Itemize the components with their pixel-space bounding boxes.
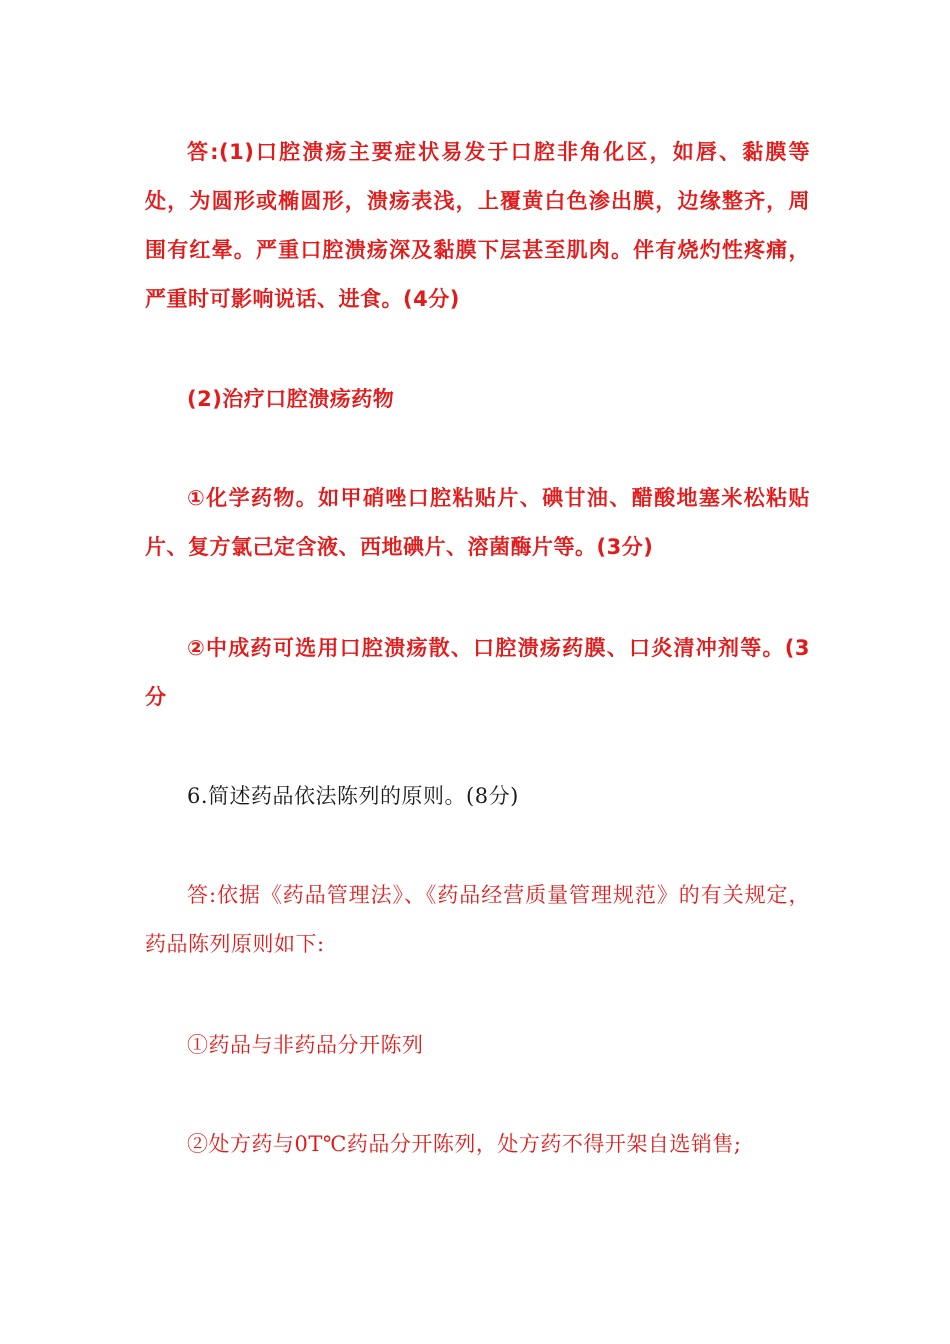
answer-5-part-2-heading: (2)治疗口腔溃疡药物	[187, 387, 395, 411]
answer-5-item-1: ①化学药物。如甲硝唑口腔粘贴片、碘甘油、醋酸地塞米松粘贴片、复方氯己定含液、西地碘片、溶菌酶片等。(3分)	[145, 486, 810, 559]
answer-6-item-2: ②处方药与0T℃药品分开陈列，处方药不得开架自选销售;	[187, 1132, 742, 1156]
answer-5-item-2: ②中成药可选用口腔溃疡散、口腔溃疡药膜、口炎清冲剂等。(3分	[145, 636, 810, 709]
question-6: 6.简述药品依法陈列的原则。(8分)	[187, 784, 519, 808]
answer-6-item-1: ①药品与非药品分开陈列	[187, 1033, 424, 1057]
answer-6-intro: 答:依据《药品管理法》、《药品经营质量管理规范》的有关规定，药品陈列原则如下:	[145, 883, 810, 956]
answer-5-part-1: 答:(1)口腔溃疡主要症状易发于口腔非角化区，如唇、黏膜等处，为圆形或椭圆形，溃疡表浅，上覆黄白色渗出膜，边缘整齐，周围有红晕。严重口腔溃疡深及黏膜下层甚至肌肉。伴有烧灼性疼痛，严重时可影响说话、进食。(4分)	[145, 140, 810, 311]
